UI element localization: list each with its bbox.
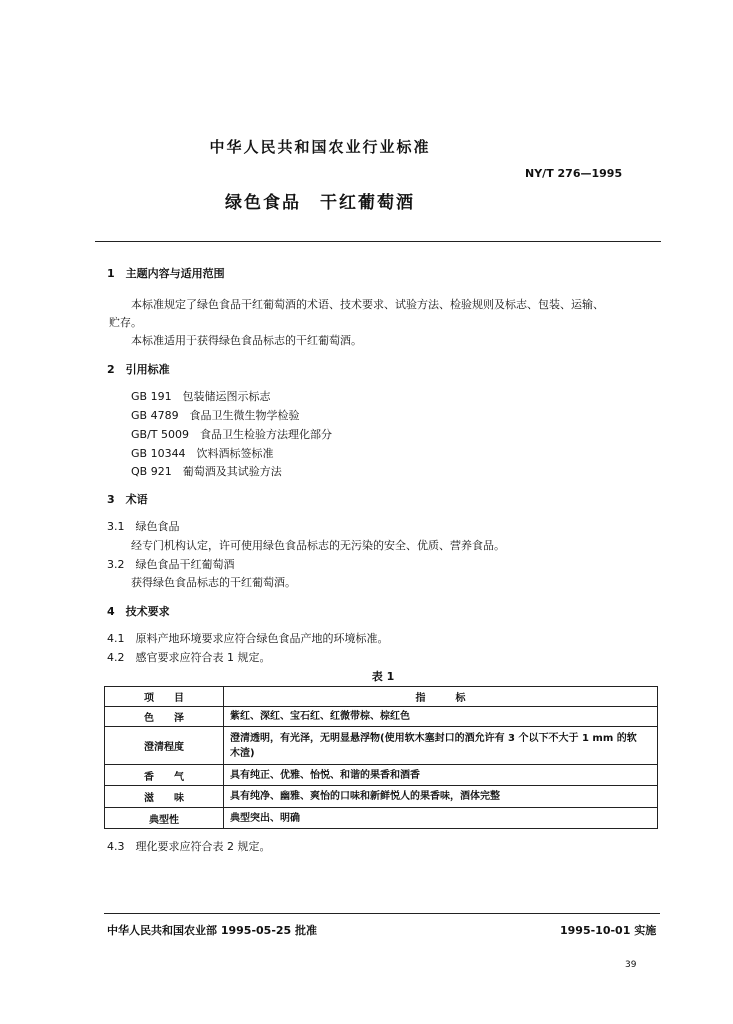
table-cell-indicator	[224, 727, 658, 765]
term-3-2-definition: 获得绿色食品标志的干红葡萄酒。	[131, 576, 296, 589]
term-3-2-heading: 3.2 绿色食品干红葡萄酒	[107, 558, 235, 571]
section-1-paragraph-1: 本标准规定了绿色食品干红葡萄酒的术语、技术要求、试验方法、检验规则及标志、包装、运输、	[131, 298, 604, 311]
page-number: 39	[625, 960, 637, 970]
reference-item: GB/T 5009 食品卫生检验方法理化部分	[131, 428, 332, 441]
section-4-heading: 4 技术要求	[107, 605, 170, 618]
clause-4-2: 4.2 感官要求应符合表 1 规定。	[107, 651, 271, 664]
sensory-requirements-table	[104, 686, 658, 829]
section-2-heading: 2 引用标准	[107, 363, 170, 376]
table-header-item: 项 目	[105, 687, 224, 707]
section-1-paragraph-2: 本标准适用于获得绿色食品标志的干红葡萄酒。	[131, 334, 362, 347]
table-1-caption: 表 1	[371, 670, 395, 683]
reference-item: GB 4789 食品卫生微生物学检验	[131, 409, 300, 422]
reference-item: GB 191 包装储运图示标志	[131, 390, 271, 403]
clause-4-3: 4.3 理化要求应符合表 2 规定。	[107, 840, 271, 853]
term-3-1-heading: 3.1 绿色食品	[107, 520, 180, 533]
table-row	[105, 786, 658, 808]
table-row	[105, 765, 658, 786]
table-row	[105, 727, 658, 765]
document-title: 绿色食品 干红葡萄酒	[225, 193, 415, 213]
term-3-1-definition: 经专门机构认定，许可使用绿色食品标志的无污染的安全、优质、营养食品。	[131, 539, 505, 552]
reference-item: QB 921 葡萄酒及其试验方法	[131, 465, 282, 478]
table-row	[105, 808, 658, 829]
reference-item: GB 10344 饮料酒标签标准	[131, 447, 274, 460]
indicator-line: 木渣)	[230, 747, 255, 759]
table-cell-item: 滋 味	[105, 786, 224, 808]
standard-number: NY/T 276—1995	[525, 167, 623, 180]
clause-4-1: 4.1 原料产地环境要求应符合绿色食品产地的环境标准。	[107, 632, 389, 645]
table-cell-indicator: 具有纯净、幽雅、爽怡的口味和新鲜悦人的果香味，酒体完整	[224, 786, 658, 808]
table-cell-indicator: 紫红、深红、宝石红、红微带棕、棕红色	[224, 707, 658, 727]
table-cell-item: 色 泽	[105, 707, 224, 727]
footer-rule	[104, 913, 660, 914]
section-1-paragraph-1-cont: 贮存。	[109, 316, 142, 329]
header-rule	[95, 241, 661, 242]
indicator-line: 澄清透明，有光泽，无明显悬浮物(使用软木塞封口的酒允许有 3 个以下不大于 1 mm 的软	[230, 732, 637, 744]
implementation-date: 1995-10-01 实施	[560, 924, 657, 937]
table-cell-item: 澄清程度	[105, 727, 224, 765]
issuing-organization: 中华人民共和国农业行业标准	[209, 138, 431, 156]
table-row	[105, 707, 658, 727]
table-header-row	[105, 687, 658, 707]
table-cell-indicator: 典型突出、明确	[224, 808, 658, 829]
section-3-heading: 3 术语	[107, 493, 148, 506]
table-cell-item: 典型性	[105, 808, 224, 829]
section-1-heading: 1 主题内容与适用范围	[107, 267, 225, 280]
table-header-indicator: 指 标	[224, 687, 658, 707]
approval-line: 中华人民共和国农业部 1995-05-25 批准	[107, 924, 318, 937]
table-cell-indicator: 具有纯正、优雅、怡悦、和谐的果香和酒香	[224, 765, 658, 786]
table-cell-item: 香 气	[105, 765, 224, 786]
